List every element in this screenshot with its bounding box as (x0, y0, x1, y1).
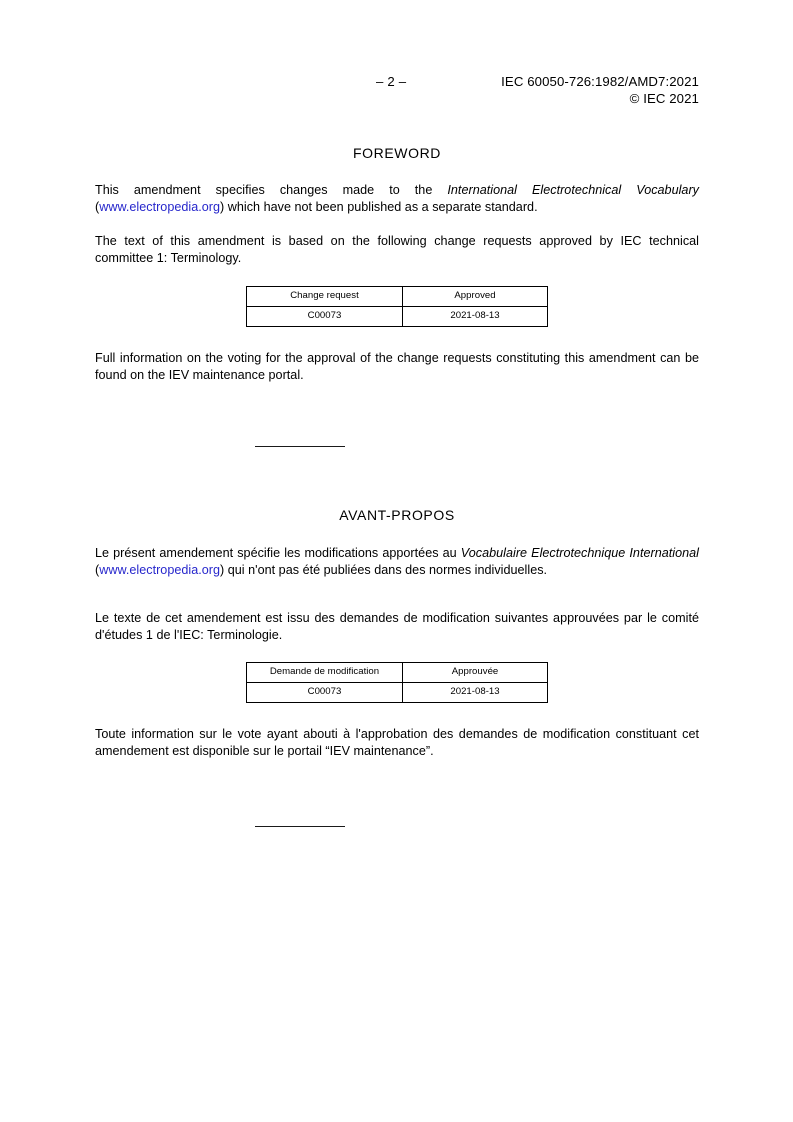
foreword-paragraph-1 (95, 182, 699, 215)
avant-propos-paragraph-3: Toute information sur le vote ayant abouti à l'approbation des demandes de modification constituant cet amendement est disponible sur le portail “IEV maintenance”. (95, 727, 699, 758)
avant-propos-p1-paren-open: ( (95, 562, 100, 577)
page-header (95, 74, 699, 114)
table-header-row (247, 287, 548, 307)
avant-propos-p1-text-tail: ) qui n'ont pas été publiées dans des normes individuelles. (220, 562, 548, 577)
avant-propos-p1-text-lead: Le présent amendement spécifie les modifications apportées au (95, 546, 461, 560)
avant-propos-p1-italic-title: Vocabulaire Electrotechnique International (460, 546, 699, 560)
avant-propos-title: AVANT-PROPOS (339, 507, 455, 523)
table-header-approuvee: Approuvée (403, 663, 548, 683)
foreword-p1-text-lead: This amendment specifies changes made to the (95, 183, 448, 197)
foreword-p1-paren-open: ( (95, 199, 100, 214)
electropedia-link-en[interactable]: www.electropedia.org (99, 199, 221, 214)
table-cell-request-id: C00073 (247, 307, 403, 327)
change-request-table-en (246, 286, 548, 327)
table-row (247, 683, 548, 703)
section-divider-1 (255, 446, 345, 447)
electropedia-link-fr[interactable]: www.electropedia.org (99, 562, 221, 577)
table-cell-approved-date: 2021-08-13 (403, 683, 548, 703)
header-copyright: © IEC 2021 (629, 91, 699, 106)
foreword-p1-text-tail: ) which have not been published as a separate standard. (220, 199, 538, 214)
table-row (247, 307, 548, 327)
table-cell-request-id: C00073 (247, 683, 403, 703)
change-request-table-fr (246, 662, 548, 703)
table-header-row (247, 663, 548, 683)
avant-propos-paragraph-1 (95, 545, 699, 578)
foreword-p1-italic-title: International Electrotechnical Vocabulary (447, 183, 699, 197)
section-divider-2 (255, 826, 345, 827)
table-cell-approved-date: 2021-08-13 (403, 307, 548, 327)
foreword-paragraph-3: Full information on the voting for the approval of the change requests constituting this amendment can be found on the IEV maintenance portal. (95, 351, 699, 382)
foreword-paragraph-2: The text of this amendment is based on the following change requests approved by IEC technical committee 1: Terminology. (95, 234, 699, 265)
table-header-demande-modification: Demande de modification (247, 663, 403, 683)
foreword-title: FOREWORD (352, 145, 441, 161)
table-header-change-request: Change request (247, 287, 403, 307)
avant-propos-paragraph-2: Le texte de cet amendement est issu des demandes de modification suivantes approuvées par le comité d'études 1 de l'IEC: Terminologie. (95, 611, 699, 642)
table-header-approved: Approved (403, 287, 548, 307)
header-document-id: IEC 60050-726:1982/AMD7:2021 (501, 74, 699, 89)
header-page-number: – 2 – (376, 74, 407, 89)
